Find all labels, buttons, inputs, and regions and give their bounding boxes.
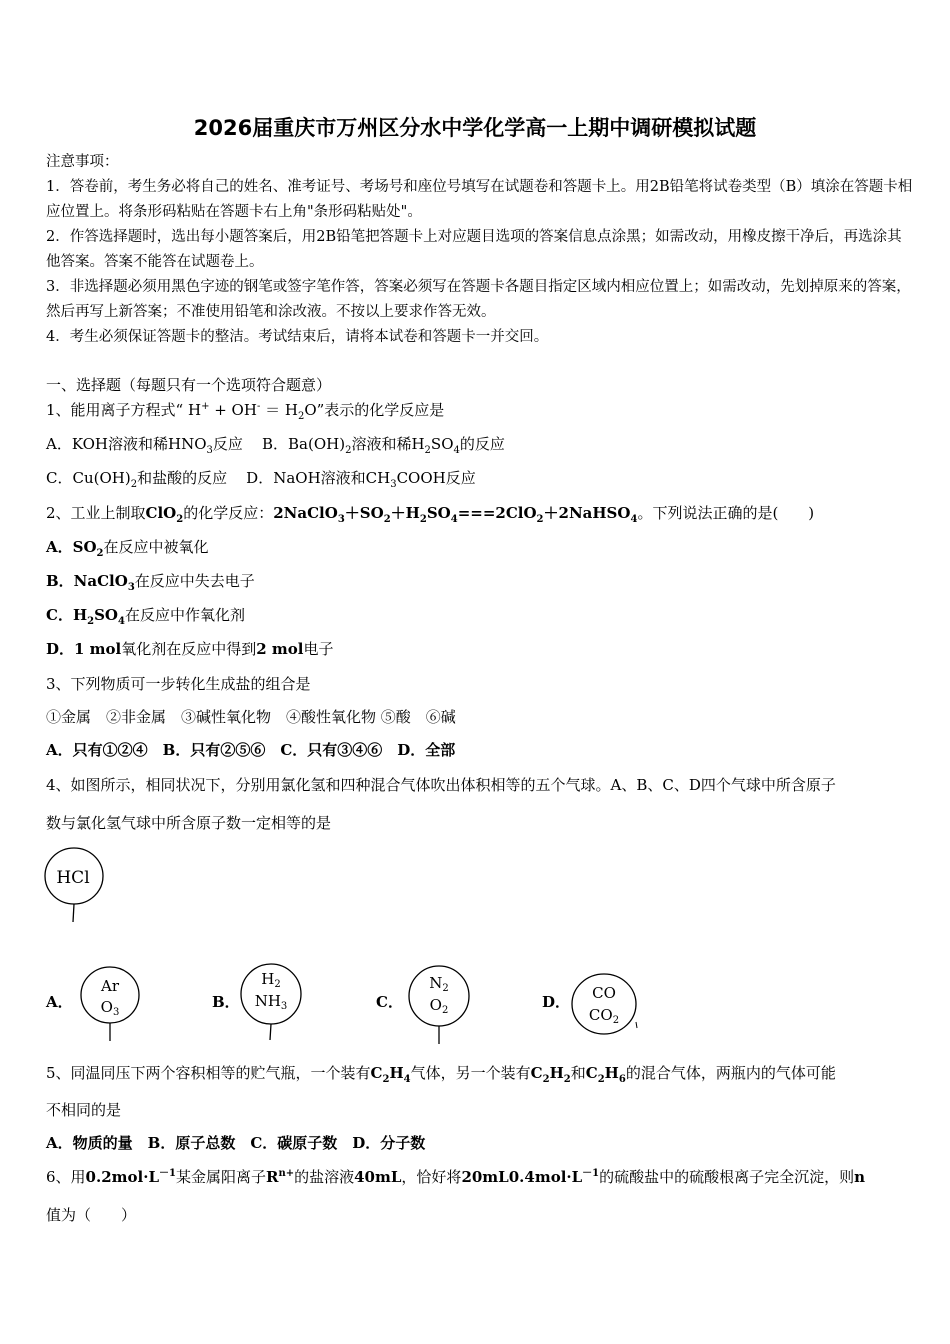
q4-option-b-label: B． (212, 993, 240, 1011)
page-title: 2026届重庆市万州区分水中学化学高一上期中调研模拟试题 (193, 116, 757, 140)
balloon-b-line1: $H_2$ (261, 970, 281, 990)
notice-item-3: 3．非选择题必须用黑色字迹的钢笔或签字笔作答，答案必须写在答题卡各题目指定区域内相应位置上；如需改动，先划掉原来的答案，然后再写上新答案；不准使用铅笔和涂改液。不按以上要求作答无效。 (46, 279, 911, 320)
q1-option-d: D．NaOH溶液和$CH_3COOH$反应 (246, 469, 476, 490)
q3-options: A．只有①②④ B．只有②⑤⑥ C．只有③④⑥ D．全部 (46, 741, 456, 759)
q5-options: A．物质的量 B．原子总数 C．碳原子数 D．分子数 (46, 1134, 426, 1152)
q2-option-a: A．$SO_2$在反应中被氧化 (46, 538, 209, 559)
notice-item-2: 2．作答选择题时，选出每小题答案后，用2B铅笔把答题卡上对应题目选项的答案信息点涂黑；如需改动，用橡皮擦干净后，再选涂其他答案。答案不能答在试题卷上。 (46, 229, 902, 270)
q3-stem: 3、下列物质可一步转化生成盐的组合是 (46, 675, 311, 693)
balloon-a-line2: $O_3$ (100, 998, 120, 1018)
q2-stem: 2、工业上制取ClO$_2$的化学反应：$2NaClO_3+SO_2+H_2SO_4===2ClO_2+2NaHSO_4$。下列说法正确的是( ) (46, 504, 815, 525)
section-heading: 一、选择题（每题只有一个选项符合题意） (46, 376, 332, 394)
hcl-balloon-string (73, 904, 74, 922)
balloon-d-line2: $CO_2$ (588, 1006, 620, 1026)
q4-stem-line1: 4、如图所示，相同状况下，分别用氯化氢和四种混合气体吹出体积相等的五个气球。A、B、C、D四个气球中所含原子 (46, 776, 836, 794)
q5-stem-line1: 5、同温同压下两个容积相等的贮气瓶，一个装有$C_2H_4$气体，另一个装有$C_2H_2$和$C_2H_6$的混合气体，两瓶内的气体可能 (46, 1064, 836, 1085)
hcl-balloon-label: HCl (56, 868, 90, 888)
q2-option-b: B．NaClO$_3$在反应中失去电子 (46, 572, 255, 593)
q1-option-b: B．$Ba(OH)_2$溶液和稀$H_2SO_4$的反应 (262, 435, 505, 456)
q6-stem-line1: 6、用$0.2mol\cdot L^{-1}$某金属阳离子$R^{n+}$的盐溶液40mL，恰好将$20mL0.4mol\cdot L^{-1}$的硫酸盐中的硫酸根离子完全沉淀，则n (46, 1168, 866, 1186)
balloon-c (404, 962, 476, 1048)
q4-stem-line2: 数与氯化氢气球中所含原子数一定相等的是 (46, 814, 332, 832)
q1-options-cd (46, 467, 916, 489)
balloon-c-line2: $O_2$ (429, 996, 449, 1016)
q4-option-a-label: A． (46, 993, 73, 1011)
q2-option-d: D．1 mol氧化剂在反应中得到2 mol电子 (46, 640, 334, 658)
balloon-b (236, 960, 308, 1046)
balloon-b-line2: $NH_3$ (254, 992, 288, 1012)
q2-option-c: C．$H_2SO_4$在反应中作氧化剂 (46, 606, 245, 627)
notice-item-1: 1．答卷前，考生务必将自己的姓名、准考证号、考场号和座位号填写在试题卷和答题卡上。用2B铅笔将试卷类型（B）填涂在答题卡相应位置上。将条形码粘贴在答题卡右上角"条形码粘贴处"。 (46, 179, 913, 220)
q5-stem-line2: 不相同的是 (46, 1101, 122, 1119)
q3-items: ①金属 ②非金属 ③碱性氧化物 ④酸性氧化物 ⑤酸 ⑥碱 (46, 708, 456, 726)
balloon-d-line1: CO (592, 984, 616, 1002)
balloon-c-line1: $N_2$ (429, 974, 449, 994)
balloon-d-string (636, 1022, 637, 1028)
q4-option-c-label: C． (376, 993, 403, 1011)
q4-option-d-label: D． (542, 993, 571, 1011)
notice-item-4: 4．考生必须保证答题卡的整洁。考试结束后，请将本试卷和答题卡一并交回。 (46, 329, 549, 345)
hcl-balloon (40, 845, 112, 925)
q1-option-a: A．KOH溶液和稀$HNO_3$反应 (46, 435, 243, 456)
balloon-d (568, 972, 642, 1042)
balloon-a (76, 963, 146, 1045)
q1-options-ab (46, 433, 916, 455)
balloon-b-string (270, 1024, 271, 1040)
balloon-d-outline (572, 974, 636, 1034)
notice-block (46, 150, 916, 350)
q6-stem-line2: 值为（ ） (46, 1206, 137, 1224)
notice-heading: 注意事项： (46, 154, 119, 170)
balloon-a-line1: Ar (100, 977, 120, 995)
q1-option-c: C．$Cu(OH)_2$和盐酸的反应 (46, 469, 228, 490)
q1-stem: 1、能用离子方程式“ $H^+ + OH^- = H_2O$”表示的化学反应是 (46, 401, 445, 422)
